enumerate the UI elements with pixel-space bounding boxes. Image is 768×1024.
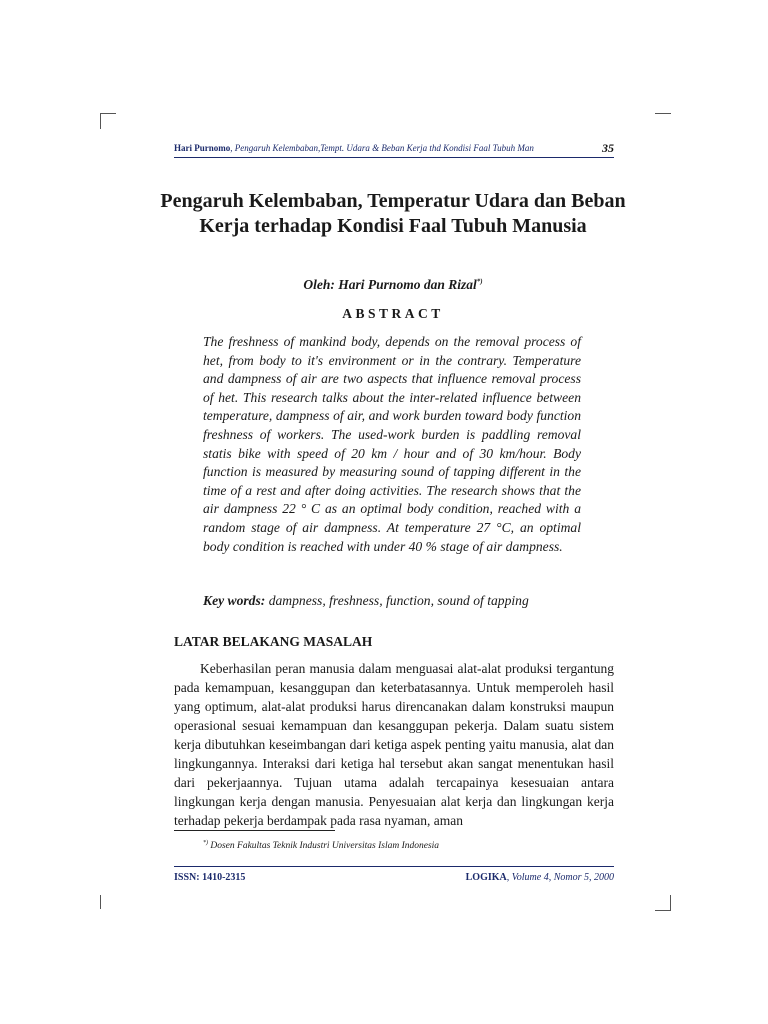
footer-rule [174, 866, 614, 867]
body-paragraph: Keberhasilan peran manusia dalam menguasai alat-alat produksi tergantung pada kemampuan, kesanggupan dan keterbatasannya. Untuk memperoleh hasil yang optimum, alat-alat produksi harus direncanakan dalam konstruksi maupun operasional sesuai kemampuan dan kesanggupan pekerja. Dalam suatu sistem kerja dibutuhkan keseimbangan dari ketiga aspek penting yaitu manusia, alat dan lingkungannya. Interaksi dari ketiga hal tersebut akan sangat menentukan hasil dari pekerjaannya. Tujuan utama adalah tercapainya kesesuaian antara lingkungan kerja dengan manusia. Penyesuaian alat kerja dan lingkungan kerja terhadap pekerja berdampak pada rasa nyaman, aman [174, 661, 614, 828]
header-running-title: , Pengaruh Kelembaban,Tempt. Udara & Beban Kerja thd Kondisi Faal Tubuh Man [230, 143, 534, 153]
byline-authors: Oleh: Hari Purnomo dan Rizal [303, 277, 477, 292]
header-rule [174, 157, 614, 158]
footnote-text: Dosen Fakultas Teknik Industri Universitas Islam Indonesia [208, 841, 440, 852]
crop-mark-top-left-h [100, 113, 116, 114]
page-number: 35 [602, 141, 614, 155]
abstract-heading: ABSTRACT [342, 306, 444, 321]
crop-mark-left-mid [100, 895, 101, 909]
paper-title: Pengaruh Kelembaban, Temperatur Udara dan Beban Kerja terhadap Kondisi Faal Tubuh Manusia [160, 190, 626, 237]
abstract-text: The freshness of mankind body, depends on the removal process of het, from body to it's environment or in the contrary. Temperature and dampness of air are two aspects that influence removal process of het. This research talks about the inter-related influence between temperature, dampness of air, and work burden toward body function freshness of workers. The used-work burden is paddling removal statis bike with speed of 20 km / hour and of 30 km/hour. Body function is measured by measuring sound of tapping different in the time of a rest and after doing activities. The research shows that the air dampness 22 ° C as an optimal body condition, reached with a random stage of air dampness. At temperature 27 °C, an optimal body condition is reached with under 40 % stage of air dampness. [203, 334, 581, 554]
crop-mark-bottom-right-v [670, 895, 671, 911]
footer-issn: ISSN: 1410-2315 [174, 872, 246, 883]
body-text [174, 659, 614, 830]
keywords-label: Key words: [203, 593, 266, 608]
footer-journal [466, 872, 614, 883]
crop-mark-top-left-v [100, 113, 101, 129]
crop-mark-top-right-h [655, 113, 671, 114]
journal-name: LOGIKA [465, 872, 507, 883]
byline [150, 277, 636, 293]
crop-mark-bottom-right-h [655, 910, 671, 911]
keywords-text: dampness, freshness, function, sound of tapping [265, 593, 529, 608]
journal-issue: , Volume 4, Nomor 5, 2000 [506, 872, 614, 883]
section-heading: LATAR BELAKANG MASALAH [174, 634, 373, 649]
header-author: Hari Purnomo [174, 143, 231, 153]
footnote-rule [174, 830, 335, 831]
footnote [203, 840, 439, 851]
footnote-mark: *) [203, 840, 208, 846]
byline-footnote-mark: *) [476, 277, 483, 286]
keywords [203, 593, 603, 609]
